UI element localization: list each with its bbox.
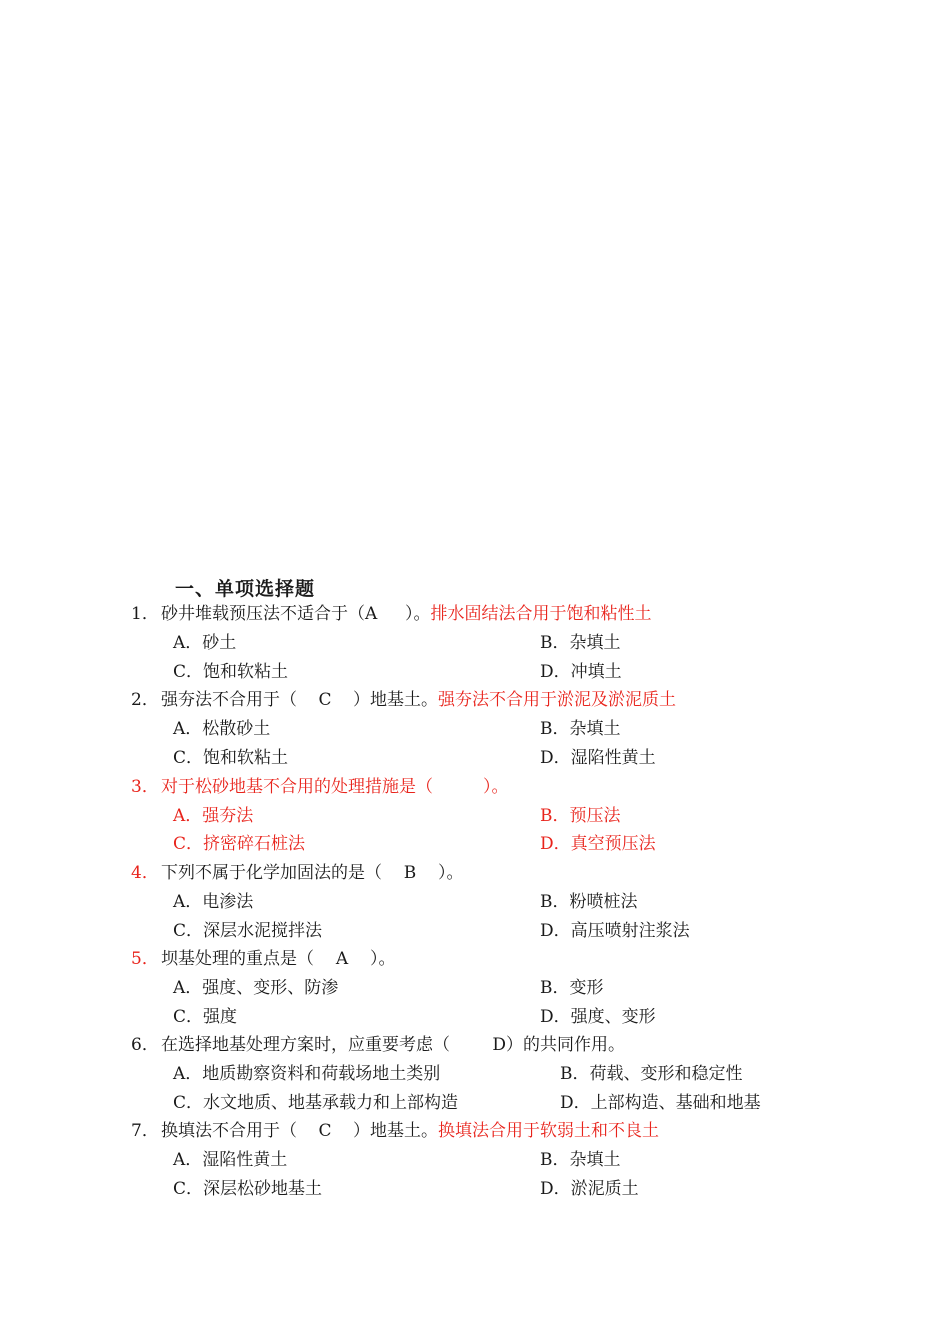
question-answer: A xyxy=(365,604,378,624)
question-number: 5． xyxy=(131,949,159,969)
question-stem-pre: 坝基处理的重点是（ xyxy=(161,949,314,969)
question-note: 强夯法不合用于淤泥及淤泥质土 xyxy=(438,690,676,710)
question-stem-pre: 在选择地基处理方案时，应重要考虑（ xyxy=(161,1035,450,1055)
option-b: B．荷载、变形和稳定性 xyxy=(560,1064,743,1084)
option-c: C．挤密碎石桩法 xyxy=(173,834,306,854)
question-stem-post: ）。 xyxy=(405,604,431,624)
question-stem-post: ）地基土。 xyxy=(353,690,438,710)
question-stem-pre: 换填法不合用于（ xyxy=(161,1121,297,1141)
option-b: B．杂填土 xyxy=(540,719,621,739)
option-a: A．电渗法 xyxy=(173,892,254,912)
question-4 xyxy=(131,861,464,885)
question-5 xyxy=(131,947,396,971)
question-number: 7． xyxy=(131,1121,159,1141)
question-answer: C xyxy=(318,690,332,710)
question-stem-pre: 强夯法不合用于（ xyxy=(161,690,297,710)
option-c: C．强度 xyxy=(173,1007,238,1027)
question-2 xyxy=(131,688,676,712)
option-b: B．粉喷桩法 xyxy=(540,892,638,912)
option-c: C．深层松砂地基土 xyxy=(173,1179,323,1199)
option-c: C．饱和软粘土 xyxy=(173,748,289,768)
option-a: A．湿陷性黄土 xyxy=(173,1150,288,1170)
question-answer: B xyxy=(403,863,417,883)
question-number: 2． xyxy=(131,690,159,710)
question-answer: C xyxy=(318,1121,332,1141)
option-d: D．强度、变形 xyxy=(540,1007,656,1027)
option-a: A．砂土 xyxy=(173,633,237,653)
question-stem-post: ）。 xyxy=(483,777,509,797)
option-c: C．饱和软粘土 xyxy=(173,662,289,682)
option-b: B．预压法 xyxy=(540,806,621,826)
question-answer: A xyxy=(335,949,349,969)
question-note: 换填法合用于软弱土和不良土 xyxy=(438,1121,659,1141)
option-d: D．湿陷性黄土 xyxy=(540,748,656,768)
option-a: A．地质勘察资料和荷载场地土类别 xyxy=(173,1064,441,1084)
option-b: B．杂填土 xyxy=(540,1150,621,1170)
question-stem-pre: 砂井堆载预压法不适合于（ xyxy=(161,604,365,624)
option-b: B．变形 xyxy=(540,978,604,998)
question-number: 3． xyxy=(131,777,159,797)
option-c: C．水文地质、地基承载力和上部构造 xyxy=(173,1093,459,1113)
question-number: 1． xyxy=(131,604,159,624)
question-stem-post: ）地基土。 xyxy=(353,1121,438,1141)
question-stem-post: ）的共同作用。 xyxy=(506,1035,625,1055)
question-answer: D xyxy=(492,1035,506,1055)
question-stem-pre: 对于松砂地基不合用的处理措施是（ xyxy=(161,777,433,797)
option-d: D．真空预压法 xyxy=(540,834,656,854)
question-number: 4． xyxy=(131,863,159,883)
option-a: A．松散砂土 xyxy=(173,719,271,739)
question-stem-post: ）。 xyxy=(370,949,396,969)
option-a: A．强度、变形、防渗 xyxy=(173,978,339,998)
option-d: D．高压喷射注浆法 xyxy=(540,921,690,941)
section-title: 一、单项选择题 xyxy=(175,578,316,600)
option-b: B．杂填土 xyxy=(540,633,621,653)
option-c: C．深层水泥搅拌法 xyxy=(173,921,323,941)
option-d: D．上部构造、基础和地基 xyxy=(560,1093,761,1113)
question-3 xyxy=(131,775,509,799)
option-d: D．冲填土 xyxy=(540,662,622,682)
question-7 xyxy=(131,1119,659,1143)
question-stem-post: ）。 xyxy=(438,863,464,883)
option-d: D．淤泥质土 xyxy=(540,1179,639,1199)
question-1 xyxy=(131,602,652,626)
question-6 xyxy=(131,1033,625,1057)
question-note: 排水固结法合用于饱和粘性土 xyxy=(430,604,652,624)
option-a: A．强夯法 xyxy=(173,806,254,826)
question-stem-pre: 下列不属于化学加固法的是（ xyxy=(161,863,382,883)
question-number: 6． xyxy=(131,1035,159,1055)
